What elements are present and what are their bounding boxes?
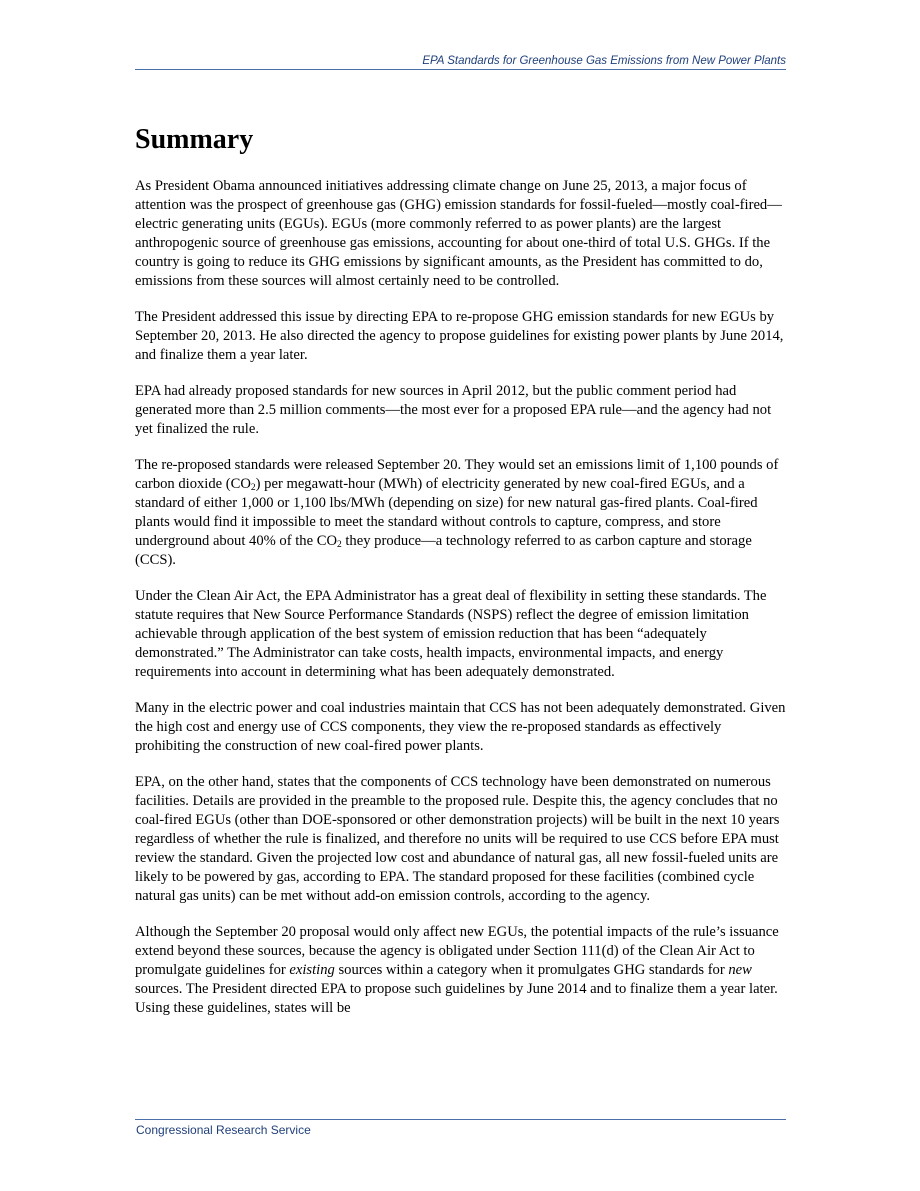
summary-body <box>135 177 786 1035</box>
paragraph-4-text-b: ) per megawatt-hour (MWh) of electricity generated by new coal-fired EGUs, and a standard of either 1,000 or 1,100 lbs/MWh (depending on size) for new natural gas-fired plants. Coal-fired plants would find it impossible to meet the standard without controls to capture, compress, and store underground about 40% of the CO <box>135 476 758 549</box>
footer-rule <box>135 1119 786 1120</box>
paragraph-8 <box>135 923 786 1018</box>
emphasis-existing: existing <box>289 962 335 978</box>
paragraph-1: As President Obama announced initiatives addressing climate change on June 25, 2013, a major focus of attention was the prospect of greenhouse gas (GHG) emission standards for fossil-fueled—mostly coal-fired—electric generating units (EGUs). EGUs (more commonly referred to as power plants) are the largest anthropogenic source of greenhouse gas emissions, accounting for about one-third of total U.S. GHGs. If the country is going to reduce its GHG emissions by significant amounts, as the President has committed to do, emissions from these sources will almost certainly need to be controlled. <box>135 178 782 289</box>
header-rule <box>135 69 786 70</box>
paragraph-8-text-a: Although the September 20 proposal would only affect new EGUs, the potential impacts of the rule’s issuance extend beyond these sources, because the agency is obligated under Section 111(d) of the Clean Air Act to promulgate guidelines for <box>135 924 779 978</box>
running-header: EPA Standards for Greenhouse Gas Emissions from New Power Plants <box>422 55 786 67</box>
paragraph-3: EPA had already proposed standards for new sources in April 2012, but the public comment period had generated more than 2.5 million comments—the most ever for a proposed EPA rule—and the agency had not yet finalized the rule. <box>135 383 772 437</box>
paragraph-4-text-a: The re-proposed standards were released September 20. They would set an emissions limit of 1,100 pounds of carbon dioxide (CO <box>135 457 779 492</box>
subscript-2: 2 <box>336 540 342 550</box>
subscript-2: 2 <box>250 483 256 493</box>
paragraph-6: Many in the electric power and coal industries maintain that CCS has not been adequately demonstrated. Given the high cost and energy use of CCS components, they view the re-proposed standards as effectively prohibiting the construction of new coal-fired power plants. <box>135 700 786 754</box>
paragraph-8-text-c: sources. The President directed EPA to propose such guidelines by June 2014 and to finalize them a year later. Using these guidelines, states will be <box>135 981 778 1016</box>
paragraph-2: The President addressed this issue by directing EPA to re-propose GHG emission standards for new EGUs by September 20, 2013. He also directed the agency to propose guidelines for existing power plants by June 2014, and finalize them a year later. <box>135 309 784 363</box>
paragraph-4-text-c: they produce—a technology referred to as carbon capture and storage (CCS). <box>135 533 752 568</box>
paragraph-5: Under the Clean Air Act, the EPA Administrator has a great deal of flexibility in setting these standards. The statute requires that New Source Performance Standards (NSPS) reflect the degree of emission limitation achievable through application of the best system of emission reduction that has been “adequately demonstrated.” The Administrator can take costs, health impacts, environmental impacts, and energy requirements into account in determining what has been adequately demonstrated. <box>135 588 767 680</box>
footer-organization: Congressional Research Service <box>136 1123 311 1137</box>
page-title: Summary <box>135 124 254 155</box>
paragraph-7: EPA, on the other hand, states that the components of CCS technology have been demonstrated on numerous facilities. Details are provided in the preamble to the proposed rule. Despite this, the agency concludes that no coal-fired EGUs (other than DOE-sponsored or other demonstration projects) will be built in the next 10 years regardless of whether the rule is finalized, and therefore no units will be required to use CCS before EPA must review the standard. Given the projected low cost and abundance of natural gas, all new fossil-fueled units are likely to be powered by gas, according to EPA. The standard proposed for these facilities (combined cycle natural gas units) can be met without add-on emission controls, according to the agency. <box>135 774 780 904</box>
paragraph-4 <box>135 456 786 570</box>
paragraph-8-text-b: sources within a category when it promulgates GHG standards for <box>334 962 729 978</box>
emphasis-new: new <box>728 962 752 978</box>
